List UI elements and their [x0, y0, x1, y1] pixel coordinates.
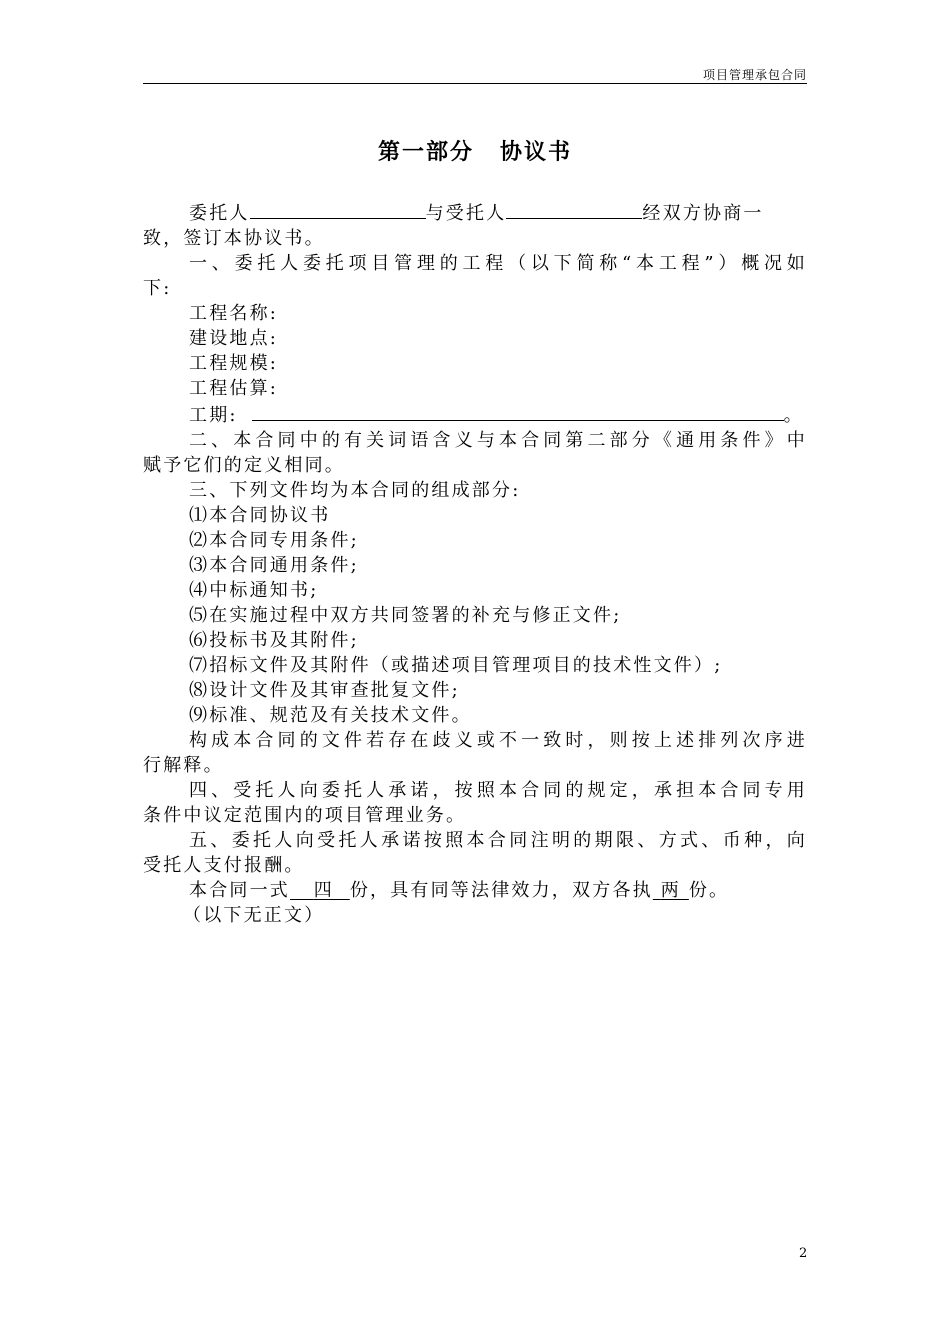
list-item: ⑵本合同专用条件;	[189, 530, 359, 551]
copies-line	[143, 878, 807, 903]
copies-each-value: 两	[660, 880, 681, 901]
title-name: 协议书	[500, 139, 573, 165]
header-divider	[143, 83, 807, 84]
principal-label: 委托人	[189, 203, 250, 224]
title-part: 第一部分	[377, 139, 474, 165]
field-period	[143, 401, 807, 428]
section5-line1: 五、委托人向受托人承诺按照本合同注明的期限、方式、币种，向	[189, 830, 807, 851]
list-item: ⑺招标文件及其附件（或描述项目管理项目的技术性文件）;	[189, 655, 723, 676]
field-scale: 工程规模:	[189, 353, 279, 374]
list-item: ⑸在实施过程中双方共同签署的补充与修正文件;	[189, 605, 622, 626]
list-item: ⑴本合同协议书	[189, 505, 331, 526]
agent-label: 与受托人	[425, 203, 507, 224]
field-project-name: 工程名称:	[189, 303, 279, 324]
agreed-text: 经双方协商一	[642, 203, 764, 224]
intro-line1	[143, 199, 807, 226]
end-note: （以下无正文）	[183, 905, 325, 926]
section1-line1: 一、委托人委托项目管理的工程（以下简称“本工程”）概况如	[189, 253, 807, 274]
section1-line2: 下:	[143, 278, 172, 299]
copies-suffix: 份。	[688, 880, 730, 901]
running-header: 项目管理承包合同	[702, 68, 807, 82]
section4-line1: 四、受托人向委托人承诺，按照本合同的规定，承担本合同专用	[189, 780, 807, 801]
period-end: 。	[783, 405, 804, 426]
conflict-line2: 行解释。	[143, 755, 224, 776]
period-label: 工期:	[189, 405, 238, 426]
section4-line2: 条件中议定范围内的项目管理业务。	[143, 805, 467, 826]
section3-heading: 三、下列文件均为本合同的组成部分:	[189, 480, 521, 501]
section5-line2: 受托人支付报酬。	[143, 855, 305, 876]
list-item: ⑹投标书及其附件;	[189, 630, 359, 651]
list-item: ⑼标准、规范及有关技术文件。	[189, 705, 472, 726]
period-blank[interactable]	[252, 401, 784, 421]
section2-line2: 赋予它们的定义相同。	[143, 455, 345, 476]
list-item: ⑶本合同通用条件;	[189, 555, 359, 576]
copies-prefix: 本合同一式	[189, 880, 290, 901]
copies-total-value: 四	[313, 880, 334, 901]
conflict-line1: 构成本合同的文件若存在歧义或不一致时，则按上述排列次序进	[189, 730, 807, 751]
copies-each	[653, 880, 689, 901]
field-location: 建设地点:	[189, 328, 279, 349]
copies-mid: 份，具有同等法律效力，双方各执	[349, 880, 653, 901]
copies-total	[290, 880, 350, 901]
page-title	[0, 135, 950, 166]
intro-line2: 致，签订本协议书。	[143, 228, 325, 249]
principal-blank[interactable]	[250, 199, 426, 219]
list-item: ⑷中标通知书;	[189, 580, 319, 601]
section2-line1: 二、本合同中的有关词语含义与本合同第二部分《通用条件》中	[189, 430, 807, 451]
list-item: ⑻设计文件及其审查批复文件;	[189, 680, 460, 701]
page-number: 2	[799, 1246, 808, 1261]
agent-blank[interactable]	[506, 199, 642, 219]
field-estimate: 工程估算:	[189, 378, 279, 399]
agreement-body	[143, 199, 807, 928]
